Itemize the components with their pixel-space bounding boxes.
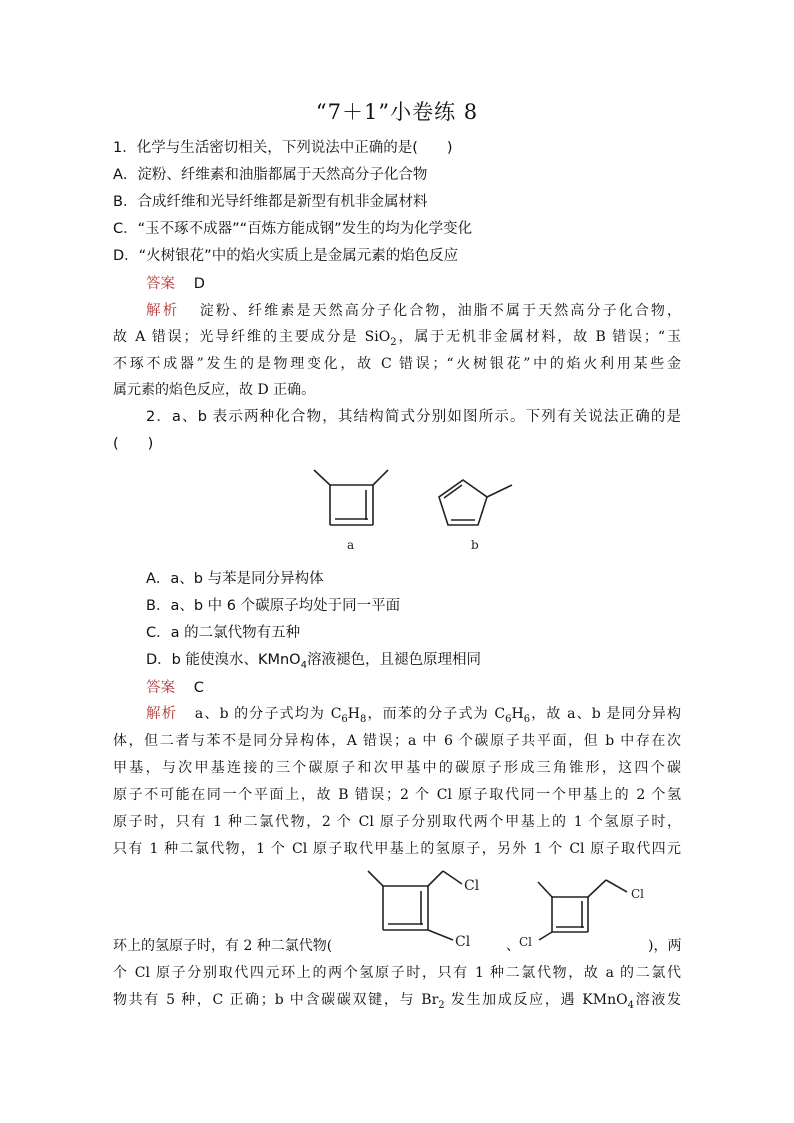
q1-option-a: A．淀粉、纤维素和油脂都属于天然高分子化合物 <box>113 167 428 183</box>
q2-option-a: A．a、b 与苯是同分异构体 <box>146 571 324 587</box>
dichloro-structure-2 <box>538 880 627 940</box>
cl-label: Cl <box>455 934 471 950</box>
subscript: 4 <box>300 659 307 671</box>
structure-b-label: b <box>471 538 479 552</box>
analysis-text: 环上的氢原子时，有 2 种二氯代物( <box>113 938 333 954</box>
q1-stem: 1．化学与生活密切相关，下列说法中正确的是( ) <box>113 140 453 156</box>
analysis-label: 解析 <box>146 706 178 722</box>
cl-label: Cl <box>464 878 480 894</box>
q1-option-d: D．“火树银花”中的焰火实质上是金属元素的焰色反应 <box>113 248 459 264</box>
q2-analysis-line-8: 个 Cl 原子分别取代四元环上的两个氢原子时，只有 1 种二氯代物，故 a 的二氯代 <box>113 965 681 981</box>
analysis-text: 物共有 5 种，C 正确；b 中含碳碳双键，与 Br <box>113 992 439 1008</box>
q2-analysis-line-7 <box>113 936 681 956</box>
subscript: 2 <box>438 999 445 1011</box>
answer-label: 答案 <box>146 680 175 696</box>
analysis-text: )，两 <box>648 938 682 954</box>
answer-value: C <box>193 680 204 696</box>
analysis-text: 溶液发 <box>633 992 682 1008</box>
answer-label: 答案 <box>146 276 175 292</box>
q2-analysis-line-6: 只有 1 种二氯代物，1 个 Cl 原子取代甲基上的氢原子，另外 1 个 Cl 原子取代四元 <box>113 841 681 857</box>
option-text: 溶液褪色，且褪色原理相同 <box>306 652 481 668</box>
q2-analysis-line-9 <box>113 990 681 1010</box>
q2-stem-line-2: ( ) <box>113 436 154 452</box>
q1-analysis-line-3: 不琢不成器”发生的是物理变化，故 C 错误；“火树银花”中的焰火利用某些金 <box>113 356 681 372</box>
q1-answer <box>146 273 714 294</box>
page-title: “7＋1”小卷练 8 <box>315 100 479 124</box>
q2-option-d <box>146 650 714 670</box>
q1-option-b: B．合成纤维和光导纤维都是新型有机非金属材料 <box>113 194 428 210</box>
analysis-label: 解析 <box>146 303 180 319</box>
option-text: D．b 能使溴水、KMnO <box>146 652 301 668</box>
q2-option-b: B．a、b 中 6 个碳原子均处于同一平面 <box>146 598 401 614</box>
answer-value: D <box>193 276 205 292</box>
cl-label: Cl <box>519 935 533 949</box>
q2-answer <box>146 677 714 698</box>
cl-label: Cl <box>631 887 645 901</box>
q2-option-c: C．a 的二氯代物有五种 <box>146 625 301 641</box>
analysis-text: ，属于无机非金属材料，故 B 错误；“玉 <box>396 329 681 345</box>
dichloro-structure-1 <box>368 871 462 940</box>
q2-stem-line-1: 2．a、b 表示两种化合物，其结构简式分别如图所示。下列有关说法正确的是 <box>146 409 681 425</box>
subscript: 2 <box>390 336 397 348</box>
q2-analysis-line-3: 甲基，与次甲基连接的三个碳原子和次甲基中的碳原子形成三角锥形，这四个碳 <box>113 760 681 776</box>
analysis-text: 故 A 错误；光导纤维的主要成分是 SiO <box>113 329 391 345</box>
q2-analysis-line-5: 原子时，只有 1 种二氯代物，2 个 Cl 原子分别取代两个甲基上的 1 个氢原子时， <box>113 814 681 830</box>
analysis-text: 发生加成反应，遇 KMnO <box>444 992 628 1008</box>
structure-a-label: a <box>347 538 355 552</box>
analysis-text: 淀粉、纤维素是天然高分子化合物，油脂不属于天然高分子化合物， <box>199 303 682 319</box>
q2-analysis-line-1 <box>146 704 681 724</box>
q2-analysis-line-2: 体，但二者与苯不是同分异构体，A 错误；a 中 6 个碳原子共平面，但 b 中存在次 <box>113 733 681 749</box>
q1-analysis-line-1 <box>146 301 681 321</box>
q1-analysis-line-2 <box>113 327 681 347</box>
q2-analysis-line-4: 原子不可能在同一个平面上，故 B 错误；2 个 Cl 原子取代同一个甲基上的 2 个氢 <box>113 787 681 803</box>
separator: 、 <box>506 938 520 954</box>
structures-figure <box>295 458 530 558</box>
analysis-text: a、b 的分子式均为 $C_6H_8$，而苯的分子式为 $C_6H_6$，故 a、b 是同分异构 <box>194 706 682 725</box>
q1-option-c: C．“玉不琢不成器”“百炼方能成钢”发生的均为化学变化 <box>113 221 473 237</box>
subscript: 4 <box>627 999 634 1011</box>
q1-analysis-line-4: 属元素的焰色反应，故 D 正确。 <box>113 382 316 398</box>
